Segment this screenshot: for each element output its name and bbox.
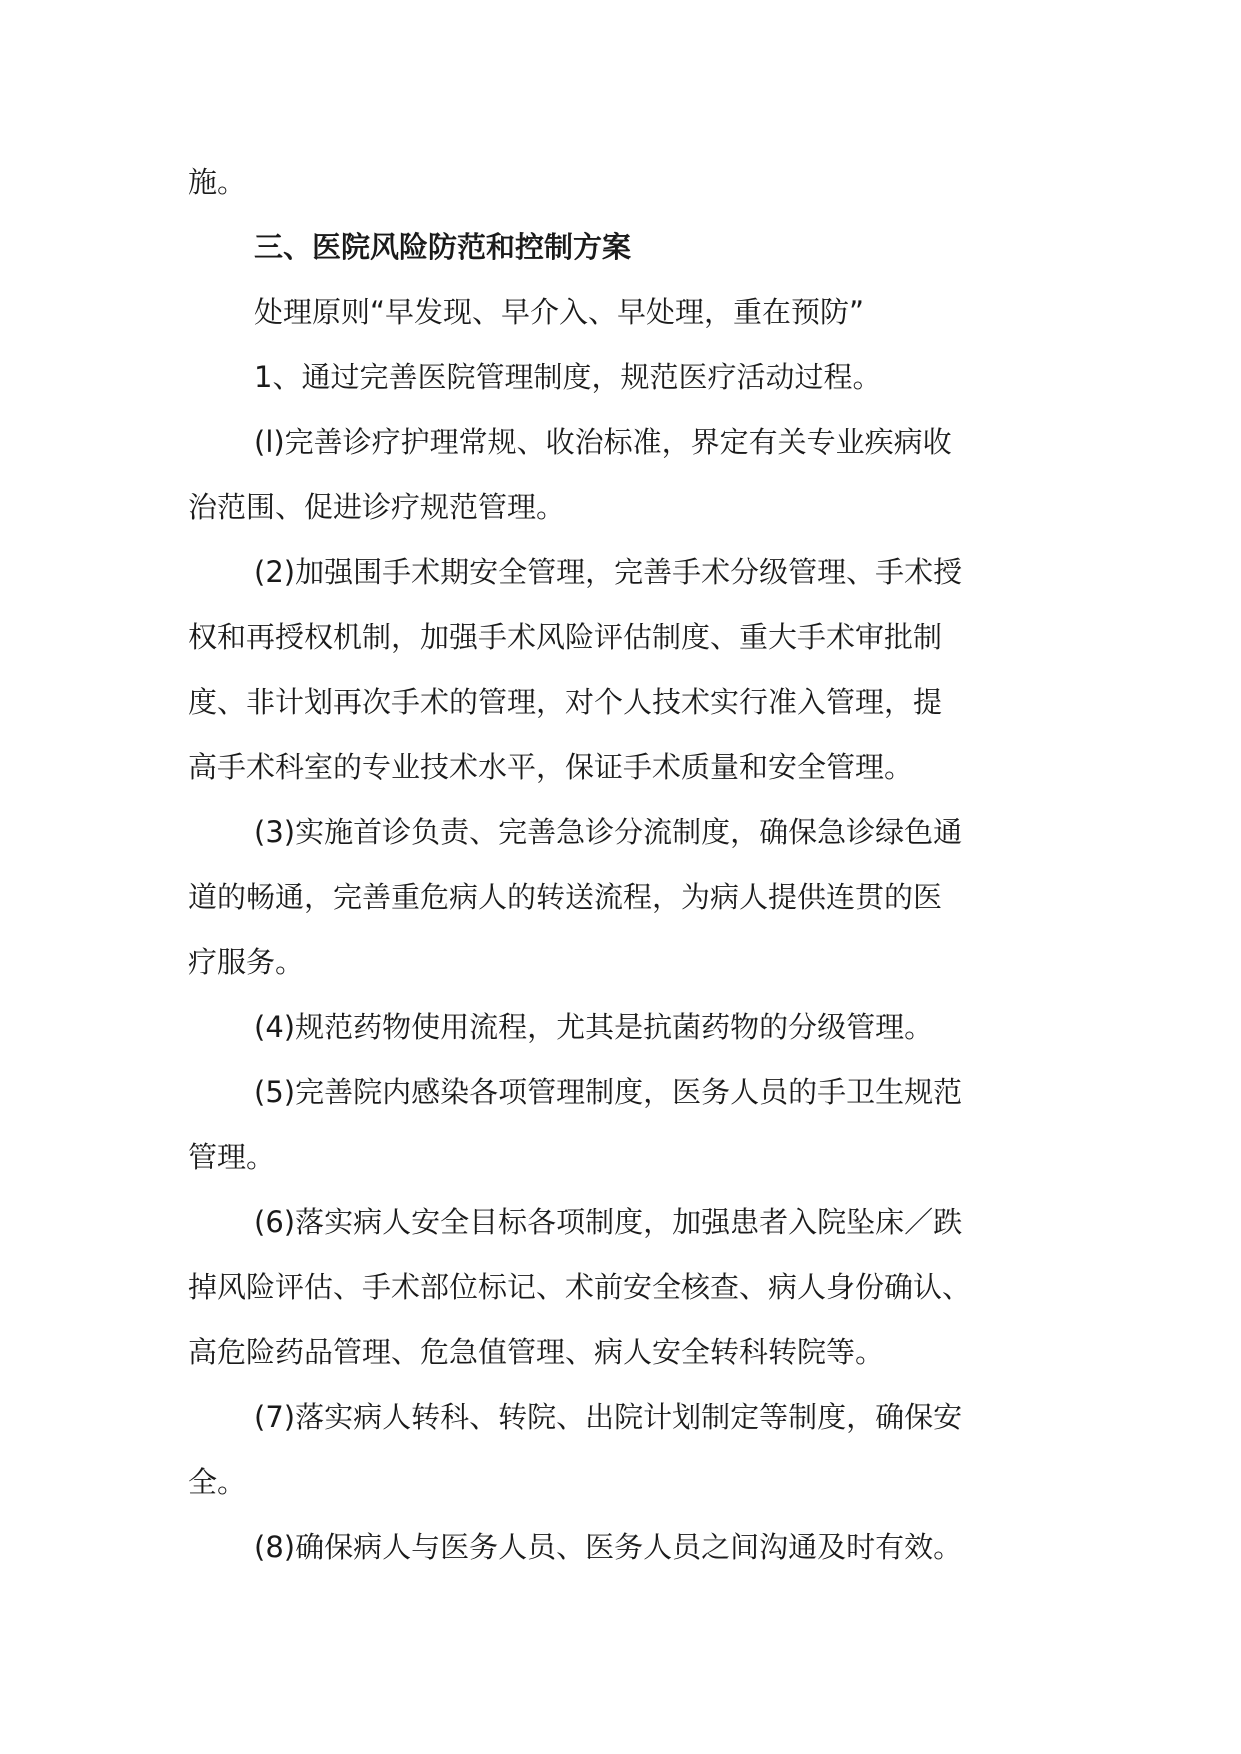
subitem-5-line: (5)完善院内感染各项管理制度，医务人员的手卫生规范 — [254, 1075, 963, 1109]
subitem-3-line: 道的畅通，完善重危病人的转送流程，为病人提供连贯的医 — [188, 880, 943, 914]
subitem-6-line: 高危险药品管理、危急值管理、病人安全转科转院等。 — [188, 1335, 885, 1369]
subitem-3-line: 疗服务。 — [188, 945, 305, 979]
subitem-3-line: (3)实施首诊负责、完善急诊分流制度，确保急诊绿色通 — [254, 815, 963, 849]
subitem-8-line: (8)确保病人与医务人员、医务人员之间沟通及时有效。 — [254, 1530, 963, 1564]
subitem-4-line: (4)规范药物使用流程，尤其是抗菌药物的分级管理。 — [254, 1010, 934, 1044]
text-line: 施。 — [188, 165, 247, 199]
principle-line: 处理原则“早发现、早介入、早处理，重在预防” — [254, 295, 865, 329]
subitem-7-line: (7)落实病人转科、转院、出院计划制定等制度，确保安 — [254, 1400, 963, 1434]
subitem-1-line: 治范围、促进诊疗规范管理。 — [188, 490, 566, 524]
subitem-6-line: (6)落实病人安全目标各项制度，加强患者入院坠床／跌 — [254, 1205, 963, 1239]
subitem-2-line: (2)加强围手术期安全管理，完善手术分级管理、手术授 — [254, 555, 963, 589]
subitem-7-line: 全。 — [188, 1465, 247, 1499]
subitem-2-line: 度、非计划再次手术的管理，对个人技术实行准入管理，提 — [188, 685, 943, 719]
section-heading: 三、医院风险防范和控制方案 — [254, 230, 632, 264]
document-body — [188, 150, 1054, 1580]
subitem-1-line: (l)完善诊疗护理常规、收治标准，界定有关专业疾病收 — [254, 425, 952, 459]
subitem-5-line: 管理。 — [188, 1140, 276, 1174]
subitem-2-line: 高手术科室的专业技术水平，保证手术质量和安全管理。 — [188, 750, 914, 784]
item-1: 1、通过完善医院管理制度，规范医疗活动过程。 — [254, 360, 882, 394]
subitem-6-line: 掉风险评估、手术部位标记、术前安全核查、病人身份确认、 — [188, 1270, 972, 1304]
subitem-2-line: 权和再授权机制，加强手术风险评估制度、重大手术审批制 — [188, 620, 943, 654]
